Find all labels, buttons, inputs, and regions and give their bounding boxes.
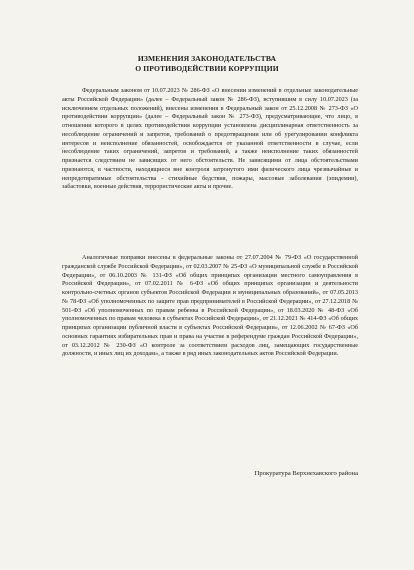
paragraph-block-1 <box>62 87 358 192</box>
signature: Прокуратура Верхнехавского района <box>254 470 358 477</box>
document-title-line1: ИЗМЕНЕНИЯ ЗАКОНОДАТЕЛЬСТВА <box>137 54 277 63</box>
body-paragraph-2: Аналогичные поправки внесены в федеральные законы от 27.07.2004 № 79-ФЗ «О государственной гражданской службе Российской Федерации», от 02.03.2007 № 25-ФЗ «О муниципальной службе в Российской Федерации», от 06.10.2003 № 131-ФЗ «Об общих принципах организации местного самоуправления в Российской Федерации», от 07.02.2011 № 6-ФЗ «Об общих принципах организации и деятельности контрольно-счетных органов субъектов Российской Федерации и муниципальных образований», от 07.05.2013 № 78-ФЗ «Об уполномоченных по защите прав предпринимателей в Российской Федерации», от 27.12.2018 № 501-ФЗ «Об уполномоченных по правам ребенка в Российской Федерации», от 18.03.2020 № 48-ФЗ «Об уполномоченных по правам человека в субъектах Российской Федерации», от 21.12.2021 № 414-ФЗ «Об общих принципах организации публичной власти в субъектах Российской Федерации», от 12.06.2002 № 67-ФЗ «Об основных гарантиях избирательных прав и права на участие в референдуме граждан Российской Федерации», от 03.12.2012 № 230-ФЗ «О контроле за соответствием расходов лиц, замещающих государственные должности, и иных лиц их доходам», а также в ряд иных законодательных актов Российской Федерации. <box>62 254 358 358</box>
paragraph-block-2 <box>62 254 358 359</box>
body-paragraph-1: Федеральным законом от 10.07.2023 № 286-ФЗ «О внесении изменений в отдельные законодательные акты Российской Федерации» (далее – Федеральный закон № 286-ФЗ), вступившим в силу 10.07.2023 (за исключением отдельных положений), внесены изменения в Федеральный закон от 25.12.2008 № 273-ФЗ «О противодействии коррупции» (далее – Федеральный закон № 273-ФЗ), предусматривающие, что лицо, в отношении которого в целях противодействия коррупции установлена дисциплинарная ответственность за несоблюдение ограничений и запретов, требований о предотвращении или об урегулировании конфликта интересов и неисполнение обязанностей, освобождается от указанной ответственности в случае, если несоблюдение таких ограничений, запретов и требований, а также неисполнение таких обязанностей признается следствием не зависящих от него обстоятельств. Не зависящими от лица обстоятельствами признаются, в частности, находящиеся вне контроля затронутого ими физического лица чрезвычайные и непредотвратимые обстоятельства - стихийные бедствия, пожары, массовые заболевания (эпидемии), забастовки, военные действия, террористические акты и прочие. <box>62 87 358 191</box>
document-title-line2: О ПРОТИВОДЕЙСТВИИ КОРРУПЦИИ <box>135 64 279 73</box>
